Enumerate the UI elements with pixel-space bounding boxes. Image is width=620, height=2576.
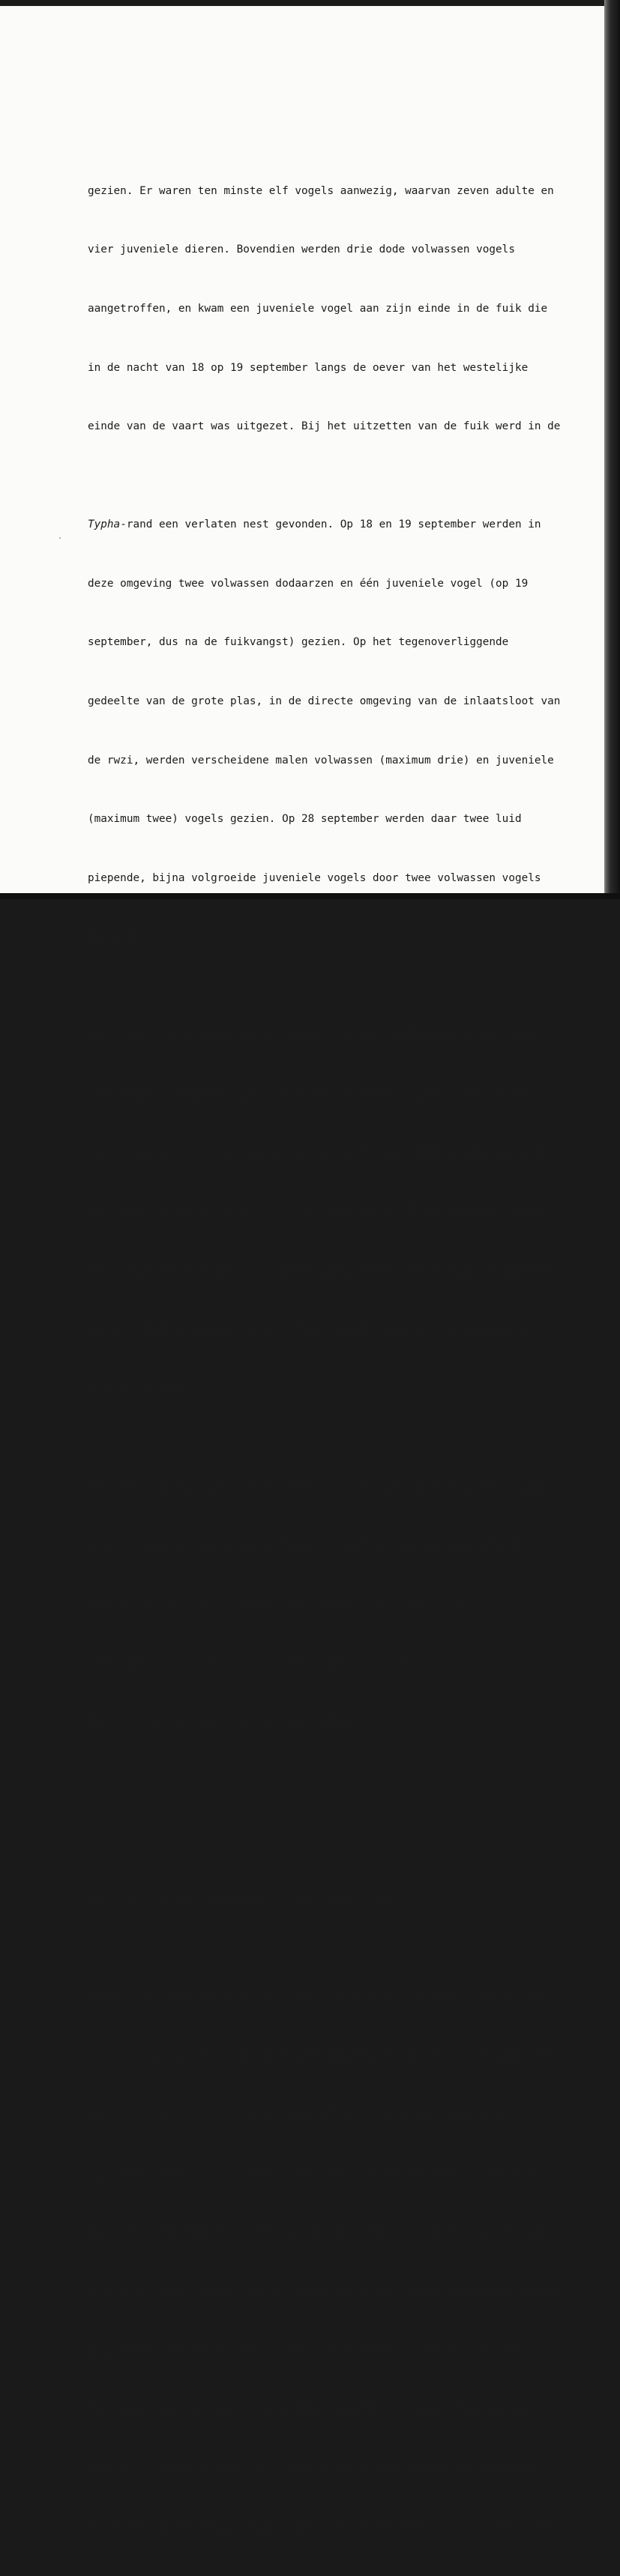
text-line: van de kleine plas. Midden overdag zaten hier doorgaans nog enkele — [88, 2108, 515, 2121]
text-line: incidenteel ook foeragerend in de directe omgeving daarvan. Voor het — [88, 2344, 529, 2356]
text-line: foerageren was de kleine plas echter duidelijk favoriet. Hier werden — [88, 2403, 529, 2416]
text-line: Ofschoon duidelijk was dat de vogels vrijwel uitsluitend tijdens duiken — [88, 1480, 548, 1493]
text-line: succesvol vissend bezig gezien. De vogels doken onder of -waar het water — [88, 2521, 554, 2533]
page-bottom-border — [0, 893, 620, 899]
text-line: Net als in maart werden de dodaarsjes vrijwel uitsluitend op de grote — [88, 1029, 535, 1041]
text-line: in de nacht van 18 op 19 september langs de oever van het westelijke — [88, 361, 529, 374]
text-line: maart werd de soort waargenomen in de vaart (waarschijnlijk in verband — [88, 1146, 541, 1159]
text-line: tientallen vogels. 's Ochtends vroeg verspreidde een deel van de vogels — [88, 2167, 548, 2180]
text-line: gevoerd. — [88, 931, 140, 943]
maart-second-post: 's in het noordelijke deel — [385, 2049, 554, 2062]
text-line: plas gezien, nabij de zuid-, oost- en noordoevers. Iets vaker dan in — [88, 1087, 529, 1100]
scan-speck — [59, 537, 61, 539]
text-line: kwamen. Slechts eenmaal werden (twee) vogels gezien op de kleine plas — [88, 1323, 535, 1336]
text-line: (maximum twee) vogels gezien. Op 28 september werden daar twee luid — [88, 813, 522, 826]
text-line: gedeelte van de grote plas, in de directe omgeving van de inlaatsloot van — [88, 695, 561, 707]
text-line: vogels aanwezig, zittend op de stenen van de voormalige zoutpandammetjes, — [88, 2285, 561, 2298]
avicennia-italic: Avicennia — [327, 2049, 386, 2062]
text-line: De soort werd elders op Aruba niet gezien. — [88, 1716, 360, 1729]
text-line: aangetroffen, en kwam een juveniele vogel aan zijn einde in de fuik die — [88, 303, 548, 315]
maart-second-pre: 's nachts in losse clubjes in enkele — [88, 2049, 328, 2062]
text-line: waterwantsen, waterkevers, vislarven of kleine vis. — [88, 1657, 418, 1669]
species-scientific-name: Phalacrocorax olivaceus — [204, 1893, 354, 1905]
text-line: voedsel van de vogels bestond. Vermoedelijk ging het vooral om — [88, 1598, 490, 1611]
text-line: piepende, bijna volgroeide juveniele vogels door twee volwassen vogels — [88, 871, 541, 884]
text-line: de rwzi, werden verscheidene malen volwassen (maximum drie) en juveniele — [88, 754, 554, 767]
body-text — [88, 103, 605, 2576]
species-common-name: Bigua aalscholver — [88, 1893, 205, 1905]
text-line: zich over de kleine en grote plas. In de grote plas waren maximaal tien — [88, 2226, 548, 2239]
text-line: (noordwesthoek). — [88, 1382, 192, 1394]
text-line-typha — [88, 515, 605, 534]
text-line: september, dus na de fuikvangst) gezien. Op het tegenoverliggende — [88, 636, 509, 649]
typha-italic: Typha — [88, 518, 121, 531]
typha-rest: -rand een verlaten nest gevonden. Op 18 en 19 september werden in — [120, 518, 541, 531]
text-line: deze omgeving twee volwassen dodaarzen en één juveniele vogel (op 19 — [88, 577, 529, 590]
text-line: onder water hun voedsel bemachtigden, bleef onduidelijk waaruit het — [88, 1539, 522, 1552]
document-page — [0, 6, 604, 2533]
species-heading — [88, 1889, 605, 1908]
text-line: einde van de vaart was uitgezet. Bij het uitzetten van de fuik werd in de — [88, 420, 561, 433]
page-edge-shadow — [604, 0, 620, 899]
text-line: gezien. Er waren ten minste elf vogels aanwezig, waarvan zeven adulte en — [88, 184, 554, 197]
text-line: geregeld solitaire vogels en kleine groepjes zeer actief en duidelijk — [88, 2461, 535, 2474]
text-line: met het broedgeval aldaar), waar ook eens een vogel werd gezien vlakbij — [88, 1206, 548, 1218]
maart-first-text: Totaal 90-100 vogels aanwezig. Alle vogels rustten 's avonds en — [120, 1991, 541, 2004]
species-local-name: , 'dèkla' — [353, 1893, 412, 1905]
text-line: de schuivende bulldozer, waar kennelijk interessante prooien beschikbaar — [88, 1264, 554, 1277]
maart-second-line — [88, 2046, 605, 2066]
maart-first-line — [88, 1987, 605, 2007]
paragraph-gap — [88, 1791, 605, 1810]
text-line: vier juveniele dieren. Bovendien werden drie dode volwassen vogels — [88, 244, 515, 256]
maart-label: Maart — [88, 1991, 121, 2004]
